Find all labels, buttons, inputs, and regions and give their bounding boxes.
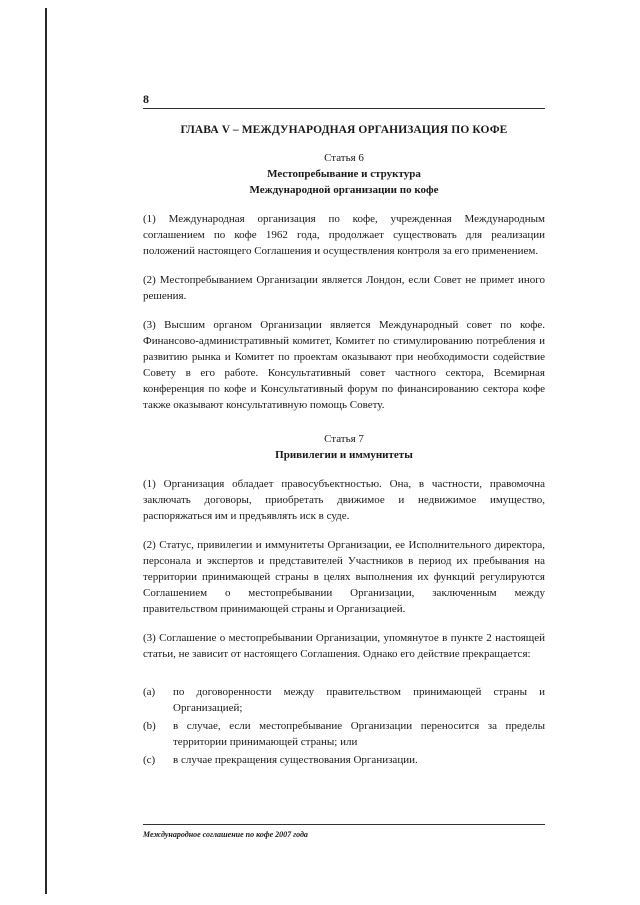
- header-rule: [143, 108, 545, 109]
- article-7-paragraph-3: (3) Соглашение о местопребывании Организации, упомянутое в пункте 2 настоящей статьи, не зависит от настоящего Соглашения. Однако его действие прекращается:: [143, 632, 545, 660]
- list-item: [143, 718, 545, 750]
- article-7-paragraph-1: (1) Организация обладает правосубъектностью. Она, в частности, правомочна заключать договоры, приобретать движимое и недвижимое имущество, распоряжаться им и предъявлять иск в суде.: [143, 478, 545, 522]
- article-7-paragraph-2: (2) Статус, привилегии и иммунитеты Организации, ее Исполнительного директора, персонала и экспертов и представителей Участников в период их пребывания на территории принимающей страны в целях выполнения их функций регулируются Соглашением о местопребывании Организации, заключенным между правительством принимающей страны и Организацией.: [143, 539, 545, 615]
- document-body: [143, 118, 545, 770]
- article-6-title-line1: Местопребывание и структура: [267, 168, 421, 180]
- article-6-paragraph-3: (3) Высшим органом Организации является Международный совет по кофе. Финансово-административный комитет, Комитет по стимулированию потребления и развитию рынка и Комитет по проектам оказывают при необходимости содействие Совету в его работе. Консультативный совет частного сектора, Всемирная конференция по кофе и Консультативный форум по финансированию сектора кофе также оказывают консультативную помощь Совету.: [143, 319, 545, 411]
- list-item: [143, 752, 545, 768]
- termination-list: [143, 684, 545, 768]
- list-item-label: (a): [143, 686, 156, 698]
- list-item-label: (b): [143, 720, 156, 732]
- article-7-label: Статья 7: [324, 433, 364, 445]
- list-item-text: в случае, если местопребывание Организации переносится за пределы территории принимающей страны; или: [173, 720, 545, 748]
- article-6-paragraph-2: (2) Местопребыванием Организации является Лондон, если Совет не примет иного решения.: [143, 274, 545, 302]
- footer-text: Международное соглашение по кофе 2007 года: [143, 830, 308, 839]
- article-6-paragraph-1: (1) Международная организация по кофе, учрежденная Международным соглашением по кофе 1962 года, продолжает существовать для реализации положений настоящего Соглашения и осуществления контроля за его применением.: [143, 213, 545, 257]
- article-6-heading: [143, 150, 545, 198]
- article-7-title: Привилегии и иммунитеты: [275, 449, 413, 461]
- scan-edge-line: [45, 8, 47, 894]
- footer-rule: [143, 824, 545, 825]
- list-item: [143, 684, 545, 716]
- chapter-title: ГЛАВА V – МЕЖДУНАРОДНАЯ ОРГАНИЗАЦИЯ ПО КОФЕ: [180, 124, 508, 136]
- article-7-heading: [143, 431, 545, 463]
- page-number: 8: [143, 92, 149, 106]
- list-item-text: по договоренности между правительством принимающей страны и Организацией;: [173, 686, 545, 714]
- article-6-label: Статья 6: [324, 152, 364, 164]
- list-item-text: в случае прекращения существования Организации.: [173, 754, 418, 766]
- article-6-title-line2: Международной организации по кофе: [249, 184, 439, 196]
- list-item-label: (c): [143, 754, 156, 766]
